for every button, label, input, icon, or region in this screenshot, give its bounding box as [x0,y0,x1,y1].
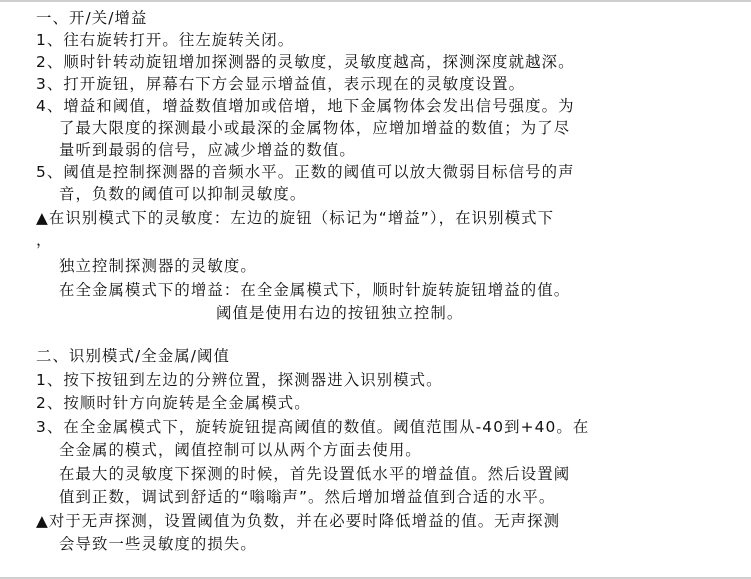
section1-note-line1: ▲在识别模式下的灵敏度：左边的旋钮（标记为“增益”），在识别模式下 [36,209,555,227]
section1-item-4-line2: 了最大限度的探测最小或最深的金属物体，应增加增益的数值；为了尽 [59,119,571,137]
section1-note-line3: 独立控制探测器的灵敏度。 [59,257,257,275]
section2-item-3-line1: 3、在全金属模式下，旋转旋钮提高阈值的数值。阈值范围从-40到+40。在 [36,418,590,436]
section2-note-line1: ▲对于无声探测，设置阈值为负数，并在必要时降低增益的值。无声探测 [36,512,561,530]
section2-item-3-line3: 在最大的灵敏度下探测的时候，首先设置低水平的增益值。然后设置阈 [59,465,571,483]
section1-heading: 一、开/关/增益 [36,9,148,27]
section1-item-5-line2: 音，负数的阈值可以抑制灵敏度。 [59,185,307,203]
section1-item-3: 3、打开旋钮，屏幕右下方会显示增益值，表示现在的灵敏度设置。 [36,75,526,93]
section2-item-3-line4: 值到正数，调试到舒适的“嗡嗡声”。然后增加增益值到合适的水平。 [59,488,556,506]
section1-item-4-line3: 量听到最弱的信号，应减少增益的数值。 [59,141,356,159]
section1-item-2: 2、顺时针转动旋钮增加探测器的灵敏度，灵敏度越高，探测深度就越深。 [36,53,575,71]
section2-item-1: 1、按下按钮到左边的分辨位置，探测器进入识别模式。 [36,371,443,389]
section2-item-3-line2: 全金属的模式，阈值控制可以从两个方面去使用。 [59,441,422,459]
section1-note-line5: 阈值是使用右边的按钮独立控制。 [216,304,464,322]
section2-item-2: 2、按顺时针方向旋转是全金属模式。 [36,394,311,412]
section1-item-4-line1: 4、增益和阈值，增益数值增加或倍增，地下金属物体会发出信号强度。为 [36,97,575,115]
section2-heading: 二、识别模式/全金属/阈值 [36,347,230,365]
section1-note-line2: ， [36,231,53,249]
section1-item-5-line1: 5、阈值是控制探测器的音频水平。正数的阈值可以放大微弱目标信号的声 [36,163,575,181]
section2-note-line2: 会导致一些灵敏度的损失。 [59,535,257,553]
section1-note-line4: 在全金属模式下的增益：在全金属模式下，顺时针旋转旋钮增益的值。 [59,281,571,299]
section1-item-1: 1、往右旋转打开。往左旋转关闭。 [36,31,295,49]
